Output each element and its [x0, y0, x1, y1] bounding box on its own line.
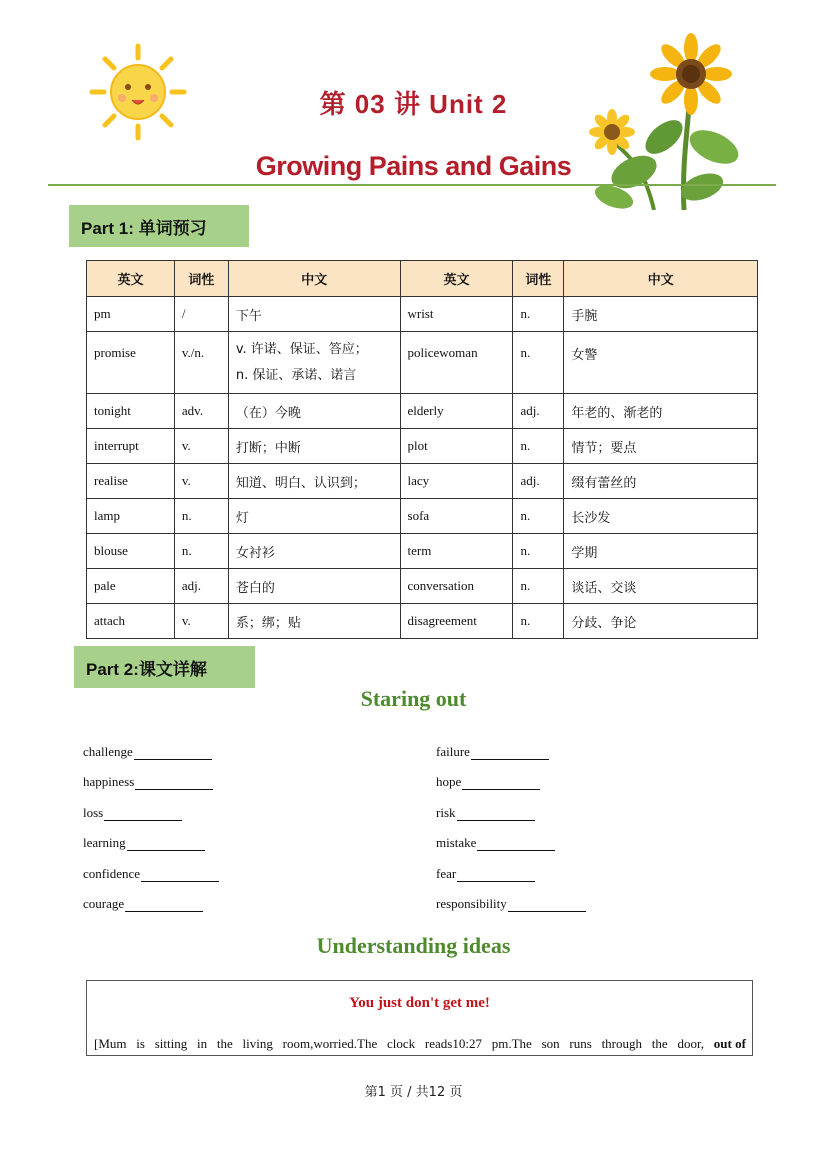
part-of-speech: v.: [174, 464, 228, 499]
answer-blank[interactable]: [457, 869, 535, 882]
passage-word: clock: [387, 1036, 416, 1051]
passage-word: the: [216, 1036, 233, 1051]
answer-blank[interactable]: [462, 777, 540, 790]
chinese-meaning: 苍白的: [228, 569, 400, 604]
answer-blank[interactable]: [508, 899, 586, 912]
passage-word: room,worried.The: [282, 1036, 378, 1051]
chinese-meaning: [228, 332, 400, 394]
english-word: interrupt: [87, 429, 175, 464]
chinese-meaning: 知道、明白、认识到；: [228, 464, 400, 499]
part-of-speech: n.: [513, 429, 564, 464]
chinese-meaning: 谈话、交谈: [564, 569, 758, 604]
chinese-meaning: 分歧、争论: [564, 604, 758, 639]
vocabulary-table: [86, 260, 758, 639]
answer-blank[interactable]: [135, 777, 213, 790]
passage-word: through: [601, 1036, 643, 1051]
passage-bold-phrase: out of: [713, 1036, 746, 1051]
answer-blank[interactable]: [134, 747, 212, 760]
lesson-title: 第 03 讲 Unit 2: [319, 89, 508, 119]
english-word: elderly: [400, 394, 513, 429]
passage-word: reads10:27: [424, 1036, 482, 1051]
passage-word: is: [136, 1036, 145, 1051]
chinese-meaning: 灯: [228, 499, 400, 534]
fill-in-word: courage: [83, 896, 125, 911]
passage-box: [86, 980, 753, 1056]
fill-in-item: [436, 774, 540, 790]
answer-blank[interactable]: [125, 899, 203, 912]
part-of-speech: v.: [174, 429, 228, 464]
answer-blank[interactable]: [127, 838, 205, 851]
part-of-speech: v.: [174, 604, 228, 639]
part-of-speech: adv.: [174, 394, 228, 429]
chinese-meaning: 缀有蕾丝的: [564, 464, 758, 499]
passage-text: [94, 1036, 746, 1052]
passage-title: You just don't get me!: [349, 995, 490, 1011]
part-of-speech: n.: [513, 297, 564, 332]
fill-in-word: loss: [83, 805, 104, 820]
starting-out-heading: Staring out: [360, 686, 467, 711]
column-header: 英文: [400, 261, 513, 297]
page-number: 第1 页 / 共12 页: [364, 1085, 463, 1100]
answer-blank[interactable]: [141, 869, 219, 882]
fill-in-word: failure: [436, 744, 470, 759]
fill-in-word: mistake: [436, 835, 477, 850]
english-word: term: [400, 534, 513, 569]
fill-in-item: [436, 744, 549, 760]
fill-in-item: [83, 896, 203, 912]
column-header: 中文: [564, 261, 758, 297]
column-header: 词性: [174, 261, 228, 297]
column-header: 词性: [513, 261, 564, 297]
passage-word: the: [651, 1036, 668, 1051]
fill-in-word: responsibility: [436, 896, 507, 911]
fill-in-word: fear: [436, 866, 457, 881]
english-word: lacy: [400, 464, 513, 499]
table-row: [87, 429, 758, 464]
chinese-meaning: 情节；要点: [564, 429, 758, 464]
part1-label: Part 1: 单词预习: [69, 205, 249, 247]
fill-in-item: [436, 835, 555, 851]
english-word: lamp: [87, 499, 175, 534]
meaning-line: n. 保证、承诺、诺言: [235, 367, 357, 383]
table-row: [87, 394, 758, 429]
part-of-speech: n.: [174, 499, 228, 534]
answer-blank[interactable]: [471, 747, 549, 760]
part-of-speech: adj.: [513, 394, 564, 429]
fill-in-word: hope: [436, 774, 462, 789]
part-of-speech: n.: [513, 499, 564, 534]
english-word: disagreement: [400, 604, 513, 639]
part-of-speech: n.: [174, 534, 228, 569]
english-word: policewoman: [400, 332, 513, 394]
header-divider: [48, 184, 776, 186]
passage-word: son: [541, 1036, 560, 1051]
fill-in-item: [436, 866, 535, 882]
table-row: [87, 604, 758, 639]
english-word: pm: [87, 297, 175, 332]
passage-word: runs: [569, 1036, 592, 1051]
part-of-speech: n.: [513, 332, 564, 394]
fill-in-word: learning: [83, 835, 126, 850]
chinese-meaning: 女警: [564, 332, 758, 394]
part-of-speech: n.: [513, 534, 564, 569]
english-word: tonight: [87, 394, 175, 429]
table-row: [87, 569, 758, 604]
passage-word: pm.The: [491, 1036, 532, 1051]
chinese-meaning: 系；绑；贴: [228, 604, 400, 639]
fill-in-word: risk: [436, 805, 456, 820]
answer-blank[interactable]: [457, 808, 535, 821]
passage-word: door,: [677, 1036, 704, 1051]
fill-in-item: [83, 805, 182, 821]
passage-word: sitting: [154, 1036, 188, 1051]
table-row: [87, 534, 758, 569]
fill-in-word: confidence: [83, 866, 141, 881]
table-row: [87, 332, 758, 394]
chinese-meaning: 下午: [228, 297, 400, 332]
part-of-speech: adj.: [513, 464, 564, 499]
english-word: conversation: [400, 569, 513, 604]
english-word: realise: [87, 464, 175, 499]
english-word: pale: [87, 569, 175, 604]
part2-label: Part 2:课文详解: [74, 646, 255, 688]
answer-blank[interactable]: [477, 838, 555, 851]
fill-in-item: [83, 774, 213, 790]
understanding-ideas-heading: Understanding ideas: [316, 933, 511, 958]
chinese-meaning: 长沙发: [564, 499, 758, 534]
chinese-meaning: 年老的、渐老的: [564, 394, 758, 429]
passage-word: in: [196, 1036, 208, 1051]
fill-in-item: [436, 805, 535, 821]
english-word: blouse: [87, 534, 175, 569]
part-of-speech: n.: [513, 569, 564, 604]
fill-in-item: [436, 896, 586, 912]
chinese-meaning: 手腕: [564, 297, 758, 332]
chinese-meaning: （在）今晚: [228, 394, 400, 429]
part-of-speech: v./n.: [174, 332, 228, 394]
table-row: [87, 499, 758, 534]
fill-in-word: happiness: [83, 774, 135, 789]
english-word: attach: [87, 604, 175, 639]
english-word: promise: [87, 332, 175, 394]
chinese-meaning: 学期: [564, 534, 758, 569]
fill-in-item: [83, 835, 205, 851]
chinese-meaning: 女衬衫: [228, 534, 400, 569]
column-header: 英文: [87, 261, 175, 297]
fill-in-word: challenge: [83, 744, 133, 759]
part-of-speech: adj.: [174, 569, 228, 604]
table-row: [87, 297, 758, 332]
unit-subtitle: Growing Pains and Gains: [255, 151, 572, 181]
part-of-speech: n.: [513, 604, 564, 639]
passage-word: living: [242, 1036, 273, 1051]
fill-in-item: [83, 744, 212, 760]
fill-in-item: [83, 866, 219, 882]
english-word: sofa: [400, 499, 513, 534]
table-header-row: [87, 261, 758, 297]
chinese-meaning: 打断；中断: [228, 429, 400, 464]
passage-word: [Mum: [94, 1036, 127, 1051]
table-row: [87, 464, 758, 499]
answer-blank[interactable]: [104, 808, 182, 821]
part-of-speech: /: [174, 297, 228, 332]
english-word: plot: [400, 429, 513, 464]
english-word: wrist: [400, 297, 513, 332]
meaning-line: v. 许诺、保证、答应；: [235, 341, 368, 357]
column-header: 中文: [228, 261, 400, 297]
